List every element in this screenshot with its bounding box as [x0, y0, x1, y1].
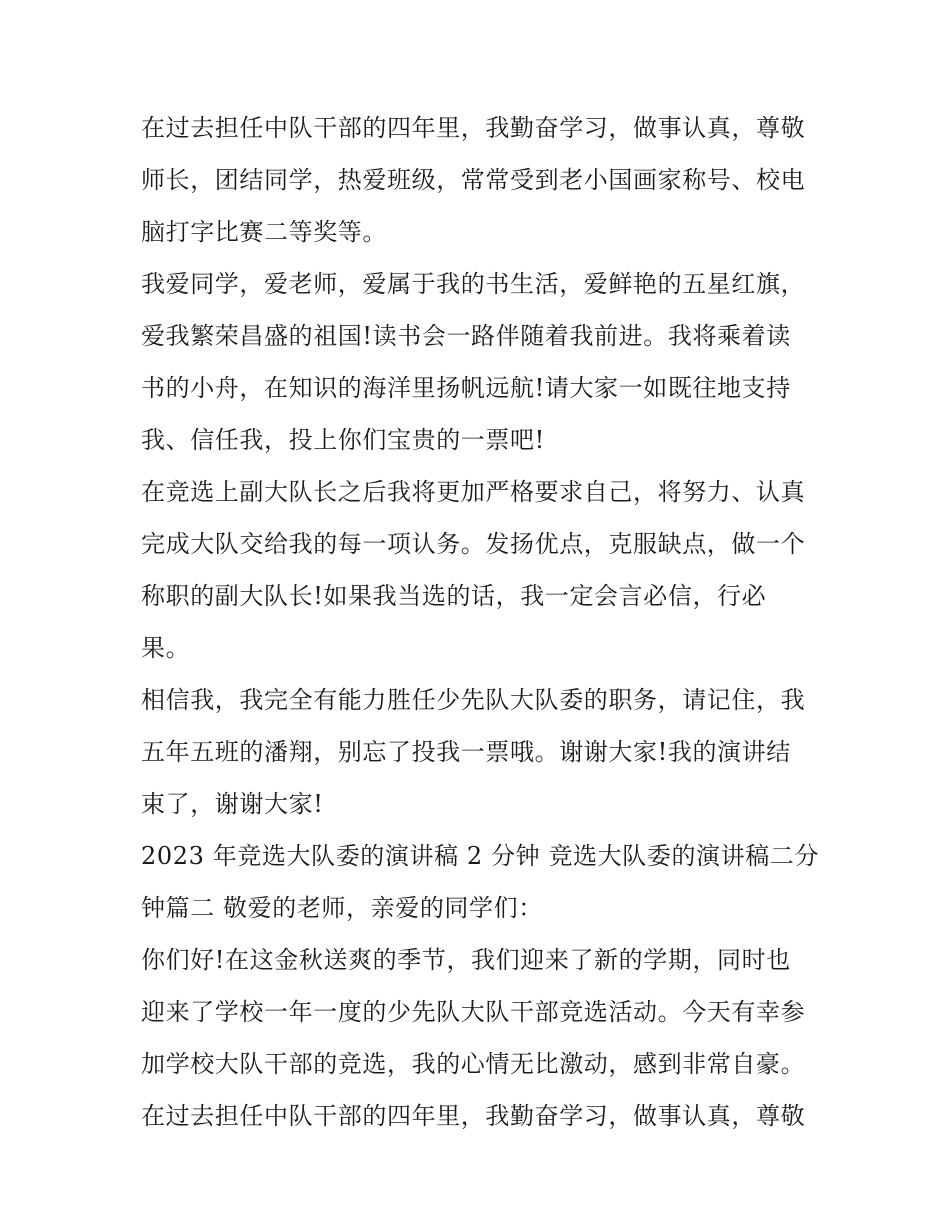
text-line: 束了，谢谢大家! [141, 790, 324, 818]
text-line: 在竞选上副大队长之后我将更加严格要求自己，将努力、认真 [141, 478, 806, 506]
text-line: 钟篇二 敬爱的老师，亲爱的同学们： [141, 894, 543, 922]
text-line: 相信我，我完全有能力胜任少先队大队委的职务，请记住，我 [141, 686, 806, 714]
text-line: 称职的副大队长!如果我当选的话，我一定会言必信，行必 [141, 582, 767, 610]
text-line: 迎来了学校一年一度的少先队大队干部竞选活动。今天有幸参 [141, 998, 806, 1026]
text-line: 完成大队交给我的每一项认务。发扬优点，克服缺点，做一个 [141, 530, 806, 558]
text-line: 师长，团结同学，热爱班级，常常受到老小国画家称号、校电 [141, 166, 806, 194]
text-line: 加学校大队干部的竞选，我的心情无比激动，感到非常自豪。 [141, 1050, 806, 1078]
text-line: 我、信任我，投上你们宝贵的一票吧! [141, 426, 545, 454]
text-line: 在过去担任中队干部的四年里，我勤奋学习，做事认真，尊敬 [141, 114, 806, 142]
text-line: 五年五班的潘翔，别忘了投我一票哦。谢谢大家!我的演讲结 [141, 738, 791, 766]
text-line: 爱我繁荣昌盛的祖国!读书会一路伴随着我前进。我将乘着读 [141, 322, 791, 350]
text-line: 脑打字比赛二等奖等。 [141, 218, 387, 246]
text-line: 你们好!在这金秋送爽的季节，我们迎来了新的学期，同时也 [141, 946, 791, 974]
text-line: 我爱同学，爱老师，爱属于我的书生活，爱鲜艳的五星红旗， [141, 270, 806, 298]
text-line: 在过去担任中队干部的四年里，我勤奋学习，做事认真，尊敬 [141, 1102, 806, 1130]
text-line: 书的小舟，在知识的海洋里扬帆远航!请大家一如既往地支持 [141, 374, 791, 402]
text-line: 2023 年竞选大队委的演讲稿 2 分钟 竞选大队委的演讲稿二分 [141, 842, 820, 870]
document-body [141, 102, 821, 1142]
text-line: 果。 [141, 634, 191, 662]
